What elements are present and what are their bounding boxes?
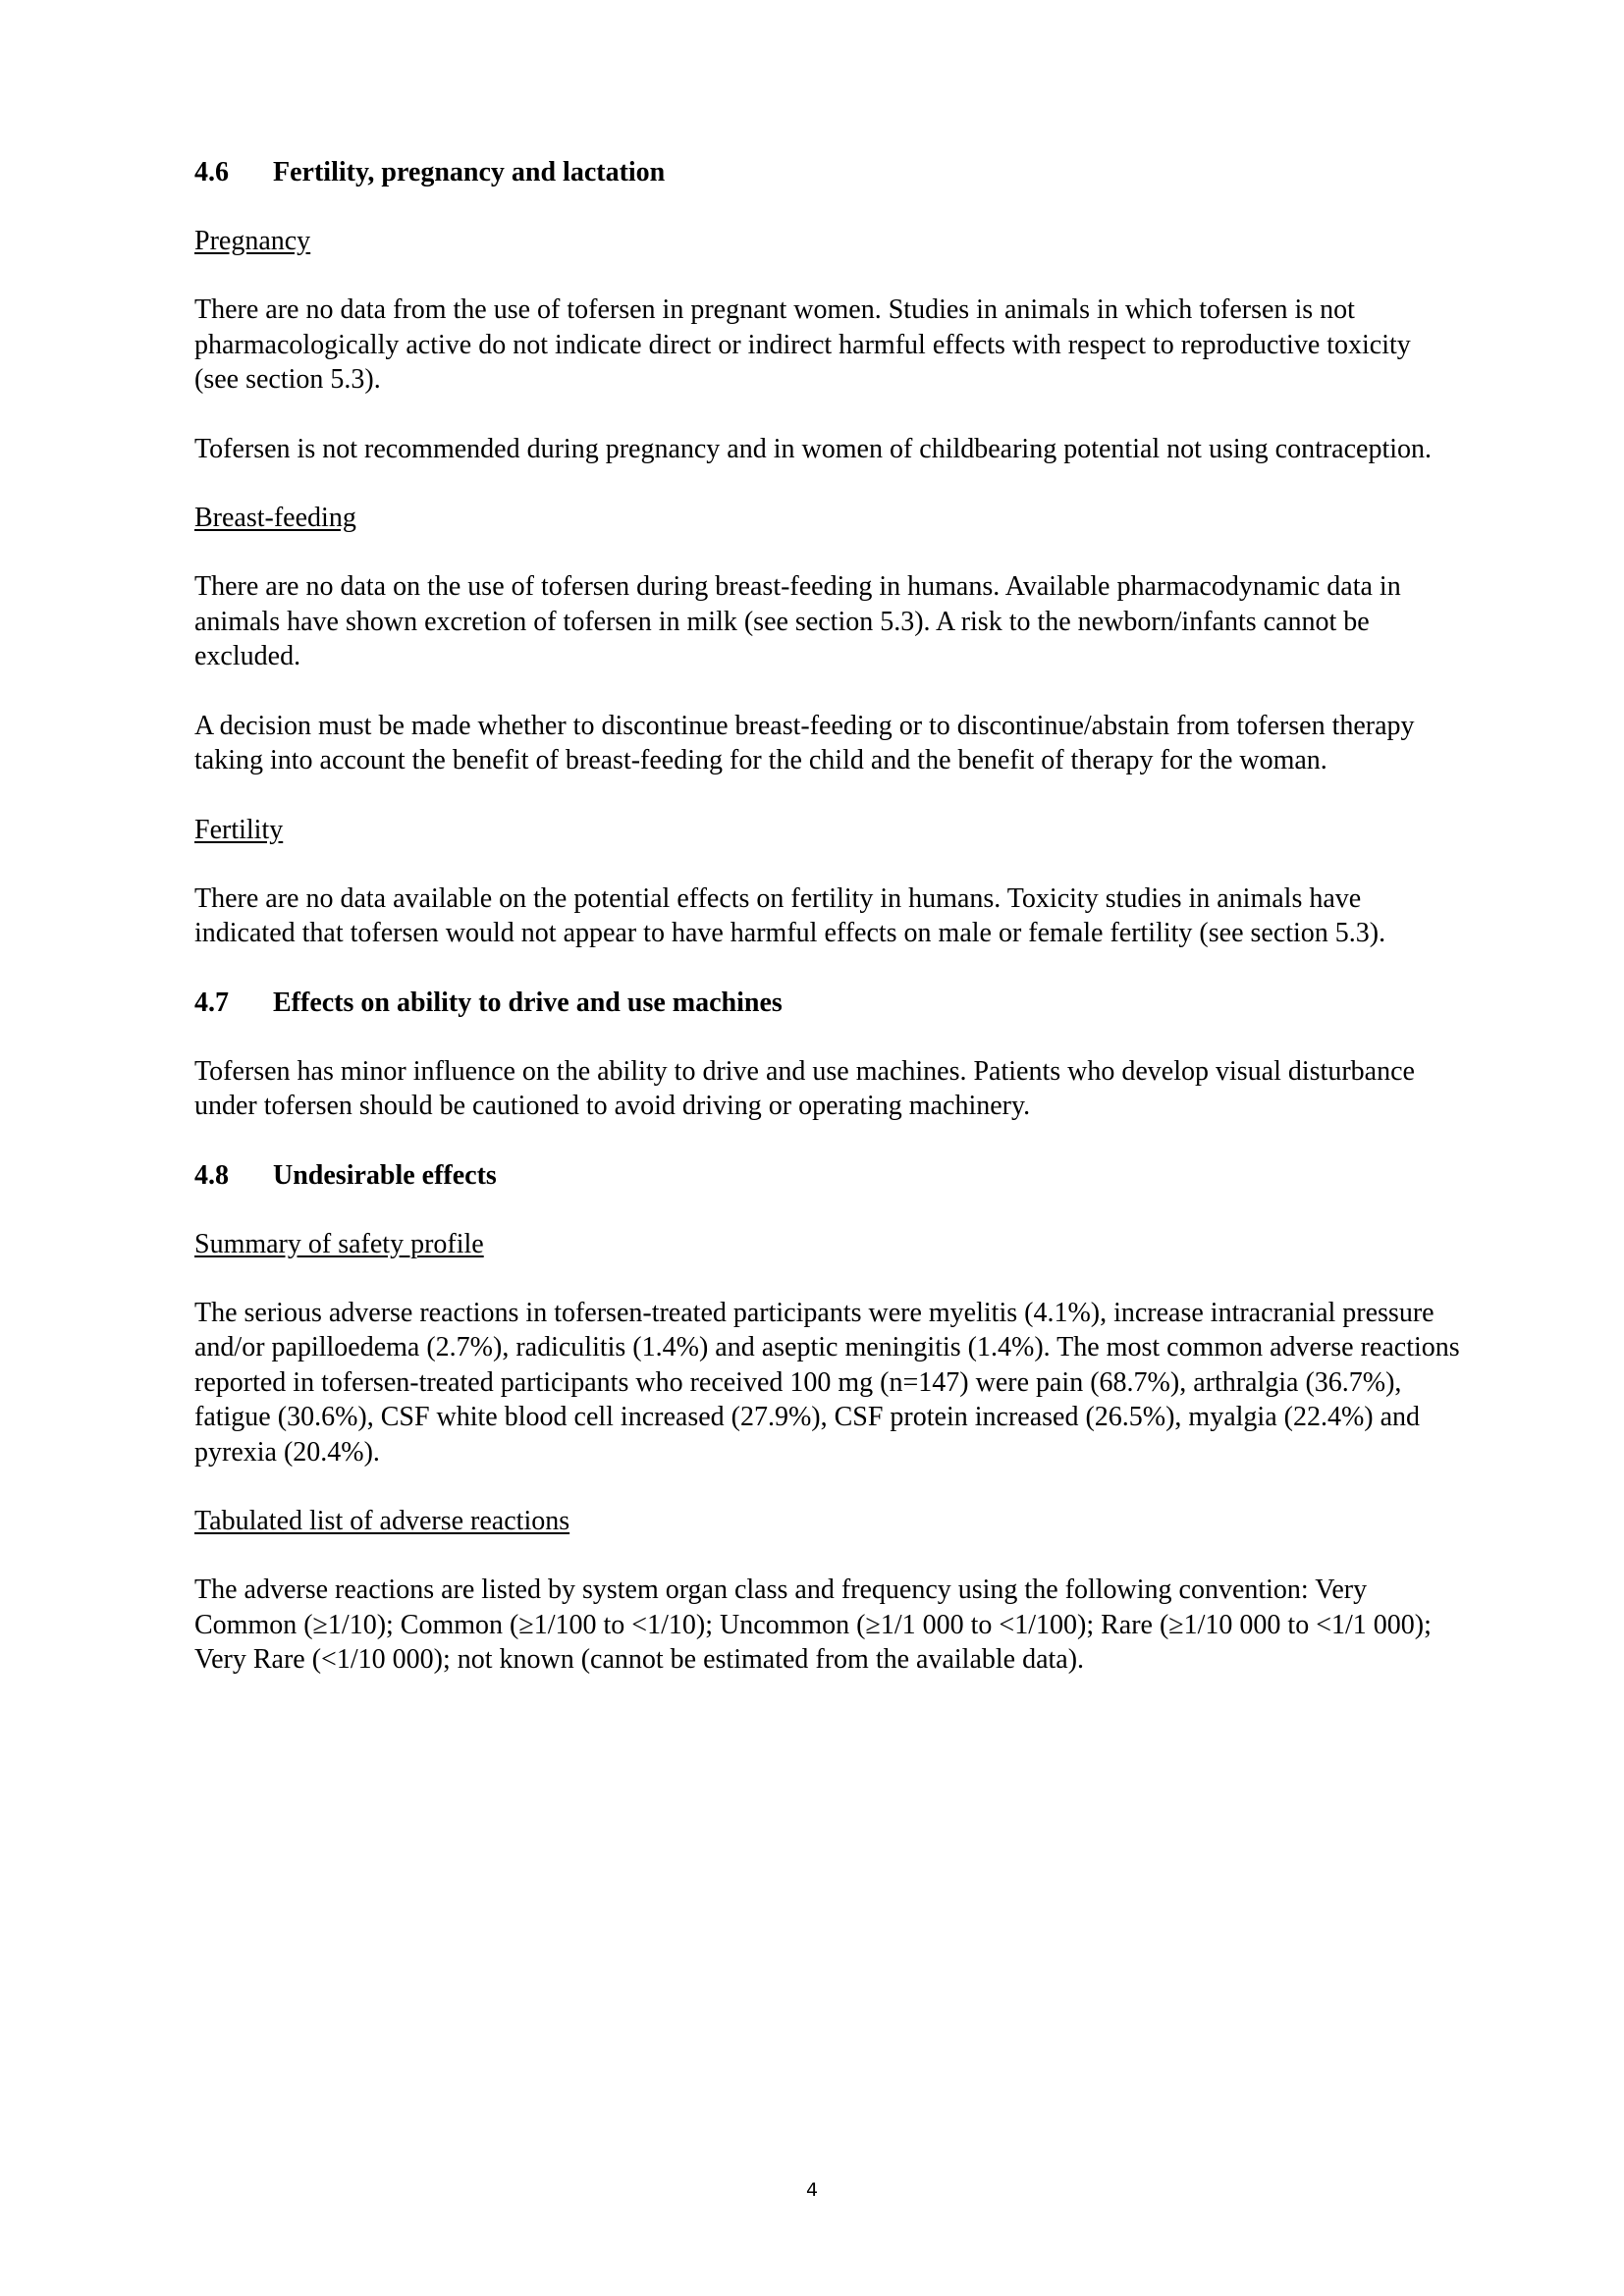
section-title: Effects on ability to drive and use machines [273, 987, 783, 1018]
tabulated-list-paragraph-1: The adverse reactions are listed by system organ class and frequency using the following convention: Very Common (≥1/10); Common (≥1/100 to <1/10); Uncommon (≥1/1 000 to <1/100); Rare (≥1/10 000 to <1/1 000); Very Rare (<1/10 000); not known (cannot be estimated from the available data). [194, 1575, 1432, 1675]
safety-summary-heading: Summary of safety profile [194, 1228, 484, 1259]
section-4-6-heading [194, 155, 1461, 190]
pregnancy-paragraph-2: Tofersen is not recommended during pregnancy and in women of childbearing potential not using contraception. [194, 433, 1433, 464]
driving-paragraph-1: Tofersen has minor influence on the ability to drive and use machines. Patients who develop visual disturbance under tofersen should be cautioned to avoid driving or operating machinery. [194, 1055, 1415, 1121]
fertility-heading: Fertility [194, 814, 284, 845]
tabulated-list-heading: Tabulated list of adverse reactions [194, 1506, 570, 1536]
pregnancy-paragraph-1: There are no data from the use of tofersen in pregnant women. Studies in animals in which tofersen is not pharmacologically active do not indicate direct or indirect harmful effects with respect to reproductive toxicity (see section 5.3). [194, 294, 1411, 395]
section-title: Undesirable effects [273, 1159, 497, 1191]
pregnancy-heading: Pregnancy [194, 226, 311, 256]
fertility-paragraph-1: There are no data available on the potential effects on fertility in humans. Toxicity studies in animals have indicated that tofersen would not appear to have harmful effects on male or female fertility (see section 5.3). [194, 882, 1386, 948]
section-number: 4.7 [194, 987, 229, 1018]
breastfeeding-heading: Breast-feeding [194, 503, 356, 533]
section-number: 4.6 [194, 157, 229, 187]
document-page [194, 155, 1461, 1712]
page-number: 4 [805, 2179, 819, 2201]
breastfeeding-paragraph-2: A decision must be made whether to discontinue breast-feeding or to discontinue/abstain from tofersen therapy taking into account the benefit of breast-feeding for the child and the benefit of therapy for the woman. [194, 710, 1415, 775]
section-4-8-heading [194, 1158, 1461, 1194]
safety-summary-paragraph-1: The serious adverse reactions in tofersen-treated participants were myelitis (4.1%), increase intracranial pressure and/or papilloedema (2.7%), radiculitis (1.4%) and aseptic meningitis (1.4%). The most common adverse reactions reported in tofersen-treated participants who received 100 mg (n=147) were pain (68.7%), arthralgia (36.7%), fatigue (30.6%), CSF white blood cell increased (27.9%), CSF protein increased (26.5%), myalgia (22.4%) and pyrexia (20.4%). [194, 1297, 1460, 1468]
section-title: Fertility, pregnancy and lactation [273, 157, 666, 187]
breastfeeding-paragraph-1: There are no data on the use of tofersen during breast-feeding in humans. Available pharmacodynamic data in animals have shown excretion of tofersen in milk (see section 5.3). A risk to the newborn/infants cannot be excluded. [194, 571, 1401, 671]
section-number: 4.8 [194, 1159, 229, 1191]
section-4-7-heading [194, 986, 1461, 1021]
